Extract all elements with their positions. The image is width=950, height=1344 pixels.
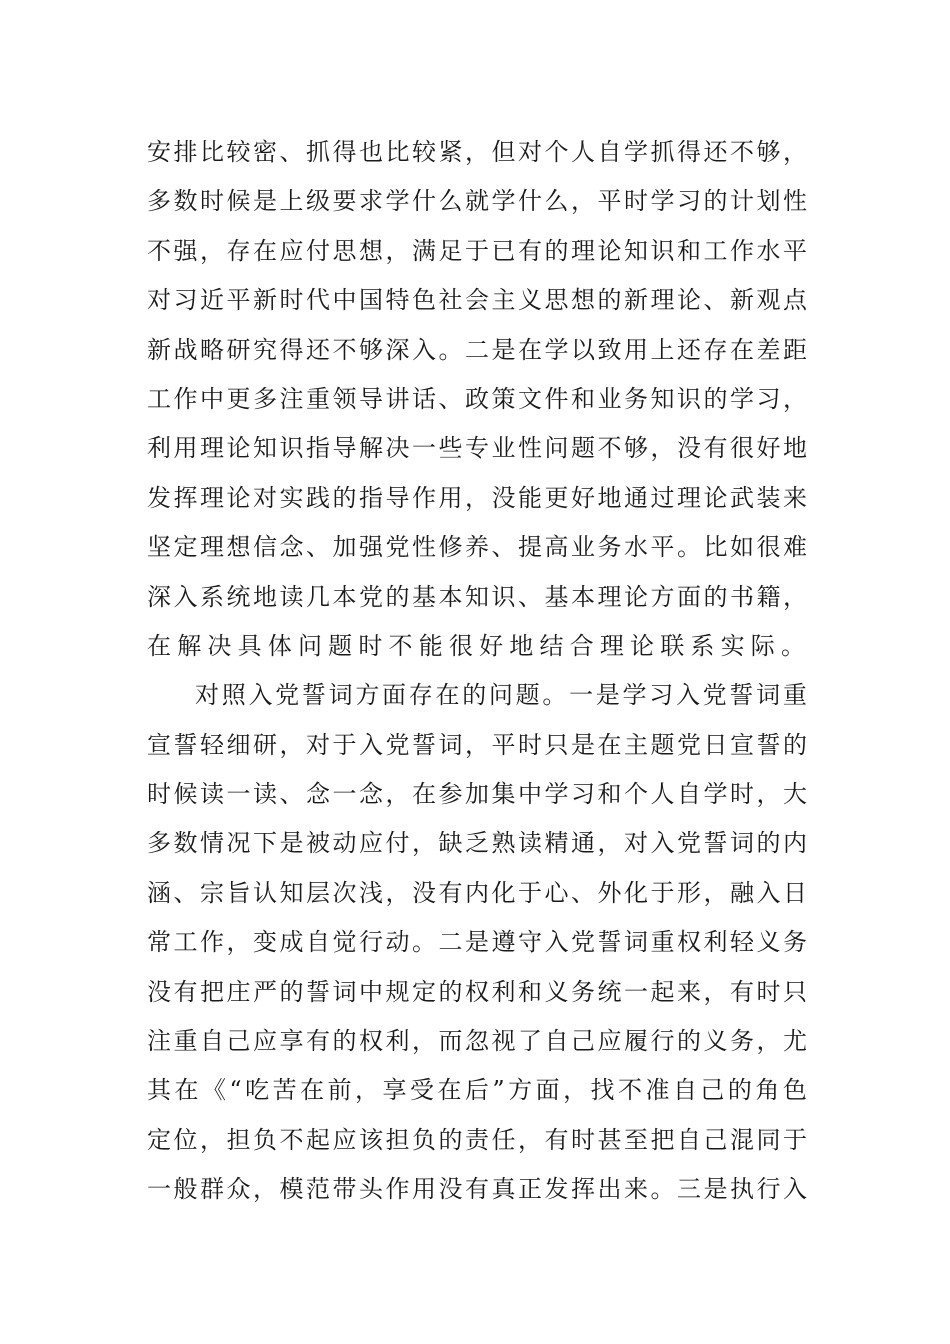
text-line: 多 数 情 况 下 是 被 动 应 付 ， 缺 乏 熟 读 精 通 ， 对 入 党 誓 词 的 内: [147, 829, 807, 858]
text-line: 时 候 读 一 读 、 念 一 念 ， 在 参 加 集 中 学 习 和 个 人 自 学 时 ， 大: [147, 780, 807, 809]
text-line: 宣 誓 轻 细 研 ， 对 于 入 党 誓 词 ， 平 时 只 是 在 主 题 党 日 宣 誓 的: [147, 730, 807, 759]
text-line: 深 入 系 统 地 读 几 本 党 的 基 本 知 识 、 基 本 理 论 方 面 的 书 籍 ，: [147, 582, 807, 611]
text-line: 没 有 把 庄 严 的 誓 词 中 规 定 的 权 利 和 义 务 统 一 起 来 ， 有 时 只: [147, 977, 807, 1006]
text-line: 对 习 近 平 新 时 代 中 国 特 色 社 会 主 义 思 想 的 新 理 论 、 新 观 点: [147, 286, 807, 315]
text-line: 一 般 群 众 ， 模 范 带 头 作 用 没 有 真 正 发 挥 出 来 。 三 是 执 行 入: [147, 1175, 807, 1204]
text-line: 在 解 决 具 体 问 题 时 不 能 很 好 地 结 合 理 论 联 系 实 际 。: [147, 631, 805, 660]
body-text: [147, 128, 807, 1215]
text-line: 发 挥 理 论 对 实 践 的 指 导 作 用 ， 没 能 更 好 地 通 过 理 论 武 装 来: [147, 483, 807, 512]
text-line: 常 工 作 ， 变 成 自 觉 行 动 。 二 是 遵 守 入 党 誓 词 重 权 利 轻 义 务: [147, 928, 807, 957]
paragraph-first-line: 对 照 入 党 誓 词 方 面 存 在 的 问 题 。 一 是 学 习 入 党 誓 词 重: [195, 681, 807, 710]
text-line: 不 强 ， 存 在 应 付 思 想 ， 满 足 于 已 有 的 理 论 知 识 和 工 作 水 平: [147, 236, 807, 265]
text-line: 工 作 中 更 多 注 重 领 导 讲 话 、 政 策 文 件 和 业 务 知 识 的 学 习 ，: [147, 384, 807, 413]
text-line: 多 数 时 候 是 上 级 要 求 学 什 么 就 学 什 么 ， 平 时 学 习 的 计 划 性: [147, 187, 807, 216]
text-line: 注 重 自 己 应 享 有 的 权 利 ， 而 忽 视 了 自 己 应 履 行 的 义 务 ， 尤: [147, 1027, 807, 1056]
text-line: 坚 定 理 想 信 念 、 加 强 党 性 修 养 、 提 高 业 务 水 平 。 比 如 很 难: [147, 533, 807, 562]
text-line: 其 在 《 “ 吃 苦 在 前 ， 享 受 在 后 ” 方 面 ， 找 不 准 自 己 的 角 色: [147, 1076, 807, 1105]
text-line: 新 战 略 研 究 得 还 不 够 深 入 。 二 是 在 学 以 致 用 上 还 存 在 差 距: [147, 335, 807, 364]
text-line: 利 用 理 论 知 识 指 导 解 决 一 些 专 业 性 问 题 不 够 ， 没 有 很 好 地: [147, 434, 807, 463]
text-line: 定 位 ， 担 负 不 起 应 该 担 负 的 责 任 ， 有 时 甚 至 把 自 己 混 同 于: [147, 1125, 807, 1154]
text-line: 安 排 比 较 密 、 抓 得 也 比 较 紧 ， 但 对 个 人 自 学 抓 得 还 不 够 ，: [147, 138, 807, 166]
text-line: 涵 、 宗 旨 认 知 层 次 浅 ， 没 有 内 化 于 心 、 外 化 于 形 ， 融 入 日: [147, 878, 807, 907]
